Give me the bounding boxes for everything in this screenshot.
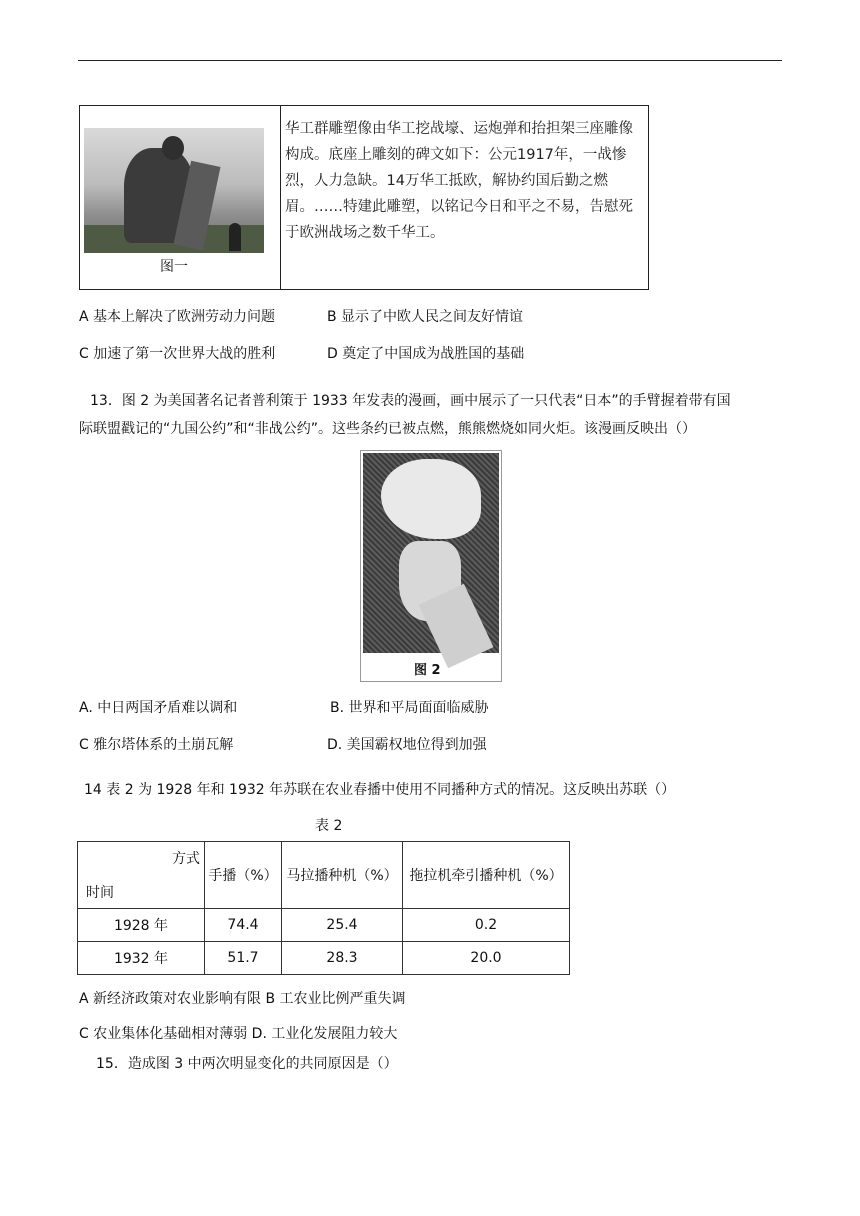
q13-option-b: B. 世界和平局面面临威胁 (330, 700, 489, 716)
q13-option-d: D. 美国霸权地位得到加强 (327, 737, 487, 753)
column-header: 拖拉机牵引播种机（%） (403, 842, 570, 909)
q12-option-d: D 奠定了中国成为战胜国的基础 (327, 346, 525, 362)
column-header: 马拉播种机（%） (282, 842, 403, 909)
q13-option-a: A. 中日两国矛盾难以调和 (79, 700, 238, 716)
q15-stem: 15．造成图 3 中两次明显变化的共同原因是（） (96, 1056, 398, 1072)
table-header-corner (78, 842, 205, 909)
q12-option-a: A 基本上解决了欧洲劳动力问题 (79, 309, 276, 325)
q14-table-title: 表 2 (315, 818, 343, 834)
q12-figure-box (79, 105, 649, 290)
q12-option-c: C 加速了第一次世界大战的胜利 (79, 346, 276, 362)
q13-figure-label: 图 2 (414, 663, 441, 678)
row-year: 1928 年 (78, 909, 205, 942)
row-year: 1932 年 (78, 942, 205, 975)
table-cell: 20.0 (403, 942, 570, 975)
table-row (78, 909, 570, 942)
header-rule (78, 60, 782, 61)
q13-stem-line1: 13．图 2 为美国著名记者普利策于 1933 年发表的漫画，画中展示了一只代表“日本”的手臂握着带有国 (90, 393, 731, 409)
table-cell: 0.2 (403, 909, 570, 942)
q12-figure-label: 图一 (160, 259, 188, 275)
q14-options-line2: C 农业集体化基础相对薄弱 D. 工业化发展阻力较大 (79, 1026, 398, 1042)
q14-stem: 14 表 2 为 1928 年和 1932 年苏联在农业春播中使用不同播种方式的情况。这反映出苏联（） (84, 782, 676, 798)
column-header: 手播（%） (205, 842, 282, 909)
header-method: 方式 (172, 851, 200, 867)
q13-cartoon (360, 450, 502, 682)
header-time: 时间 (86, 885, 114, 901)
q13-stem-line2: 际联盟戳记的“九国公约”和“非战公约”。这些条约已被点燃，熊熊燃烧如同火炬。该漫画反映出（） (79, 421, 697, 437)
table-cell: 28.3 (282, 942, 403, 975)
q12-option-b: B 显示了中欧人民之间友好情谊 (327, 309, 524, 325)
table-cell: 74.4 (205, 909, 282, 942)
table-cell: 51.7 (205, 942, 282, 975)
table-row (78, 942, 570, 975)
q13-option-c: C 雅尔塔体系的土崩瓦解 (79, 737, 234, 753)
q14-options-line1: A 新经济政策对农业影响有限 B 工农业比例严重失调 (79, 991, 406, 1007)
sculpture-photo (84, 128, 264, 253)
q14-data-table (77, 841, 570, 975)
q12-inscription-text: 华工群雕塑像由华工挖战壕、运炮弹和抬担架三座雕像构成。底座上雕刻的碑文如下：公元1917年，一战惨烈，人力急缺。14万华工抵欧，解协约国后勤之燃眉。……特建此雕塑，以铭记今日和平之不易，告慰死于欧洲战场之数千华工。 (285, 121, 633, 241)
table-cell: 25.4 (282, 909, 403, 942)
